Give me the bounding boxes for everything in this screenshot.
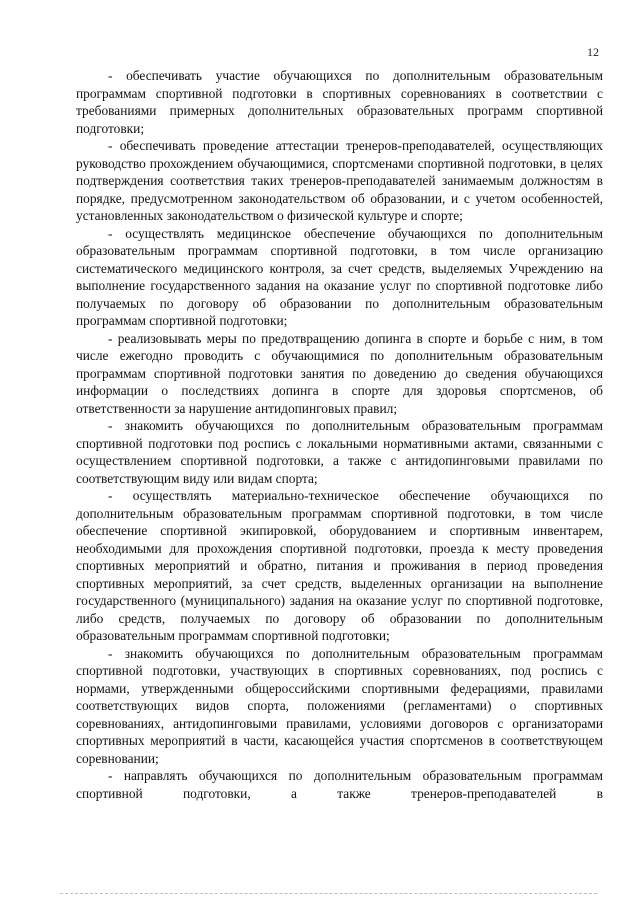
document-body	[76, 67, 603, 802]
paragraph-4: - реализовывать меры по предотвращению допинга в спорте и борьбе с ним, в том числе ежегодно проводить с обучающимися по дополнительным образовательным программам спортивной подготовки занятия по доведению до сведения обучающихся информации о последствиях допинга в спорте для здоровья спортсменов, об ответственности за нарушение антидопинговых правил;	[76, 330, 603, 416]
paragraph-8: - направлять обучающихся по дополнительным образовательным программам спортивной подготовки, а также тренеров-преподавателей в	[76, 768, 603, 801]
paragraph-3: - осуществлять медицинское обеспечение обучающихся по дополнительным образовательным программам спортивной подготовки, в том числе организацию систематического медицинского контроля, за счет средств, выделяемых Учреждению на выполнение государственного задания на оказание услуг по спортивной подготовке либо получаемых по договору об образовании по дополнительным образовательным программам спортивной подготовки;	[76, 225, 603, 328]
paragraph-7: - знакомить обучающихся по дополнительным образовательным программам спортивной подготовки, участвующих в спортивных соревнованиях, под роспись с нормами, утвержденными общероссийскими спортивными федерациями, правилами соответствующих видов спорта, положениями (регламентами) о спортивных соревнованиях, антидопинговыми правилами, условиями договоров с организаторами спортивных мероприятий в части, касающейся участия спортсменов в соответствующем соревновании;	[76, 645, 603, 766]
bottom-scan-edge	[60, 893, 597, 894]
paragraph-6: - осуществлять материально-техническое обеспечение обучающихся по дополнительным образовательным программам спортивной подготовки, в том числе обеспечение спортивной экипировкой, оборудованием и спортивным инвентарем, необходимыми для прохождения спортивной подготовки, проезда к месту проведения спортивных мероприятий и обратно, питания и проживания в период проведения спортивных мероприятий, за счет средств, выделенных организации на выполнение государственного (муниципального) задания на оказание услуг по спортивной подготовке, либо средств, получаемых по договору об образовании по дополнительным образовательным программам спортивной подготовки;	[76, 488, 603, 643]
paragraph-1: - обеспечивать участие обучающихся по дополнительным образовательным программам спортивной подготовки в спортивных соревнованиях в соответствии с требованиями примерных дополнительных образовательных программ спортивной подготовки;	[76, 68, 603, 136]
paragraph-2: - обеспечивать проведение аттестации тренеров-преподавателей, осуществляющих руководство прохождением обучающимися, спортсменами спортивной подготовки, в целях подтверждения соответствия таких тренеров-преподавателей занимаемым должностям в порядке, предусмотренном законодательством об образовании, и с учетом особенностей, установленных законодательством о физической культуре и спорте;	[76, 138, 603, 223]
paragraph-5: - знакомить обучающихся по дополнительным образовательным программам спортивной подготовки под роспись с локальными нормативными актами, связанными с осуществлением спортивной подготовки, а также с антидопинговыми правилами по соответствующим виду или видам спорта;	[76, 418, 603, 486]
page-number: 12	[587, 45, 599, 59]
